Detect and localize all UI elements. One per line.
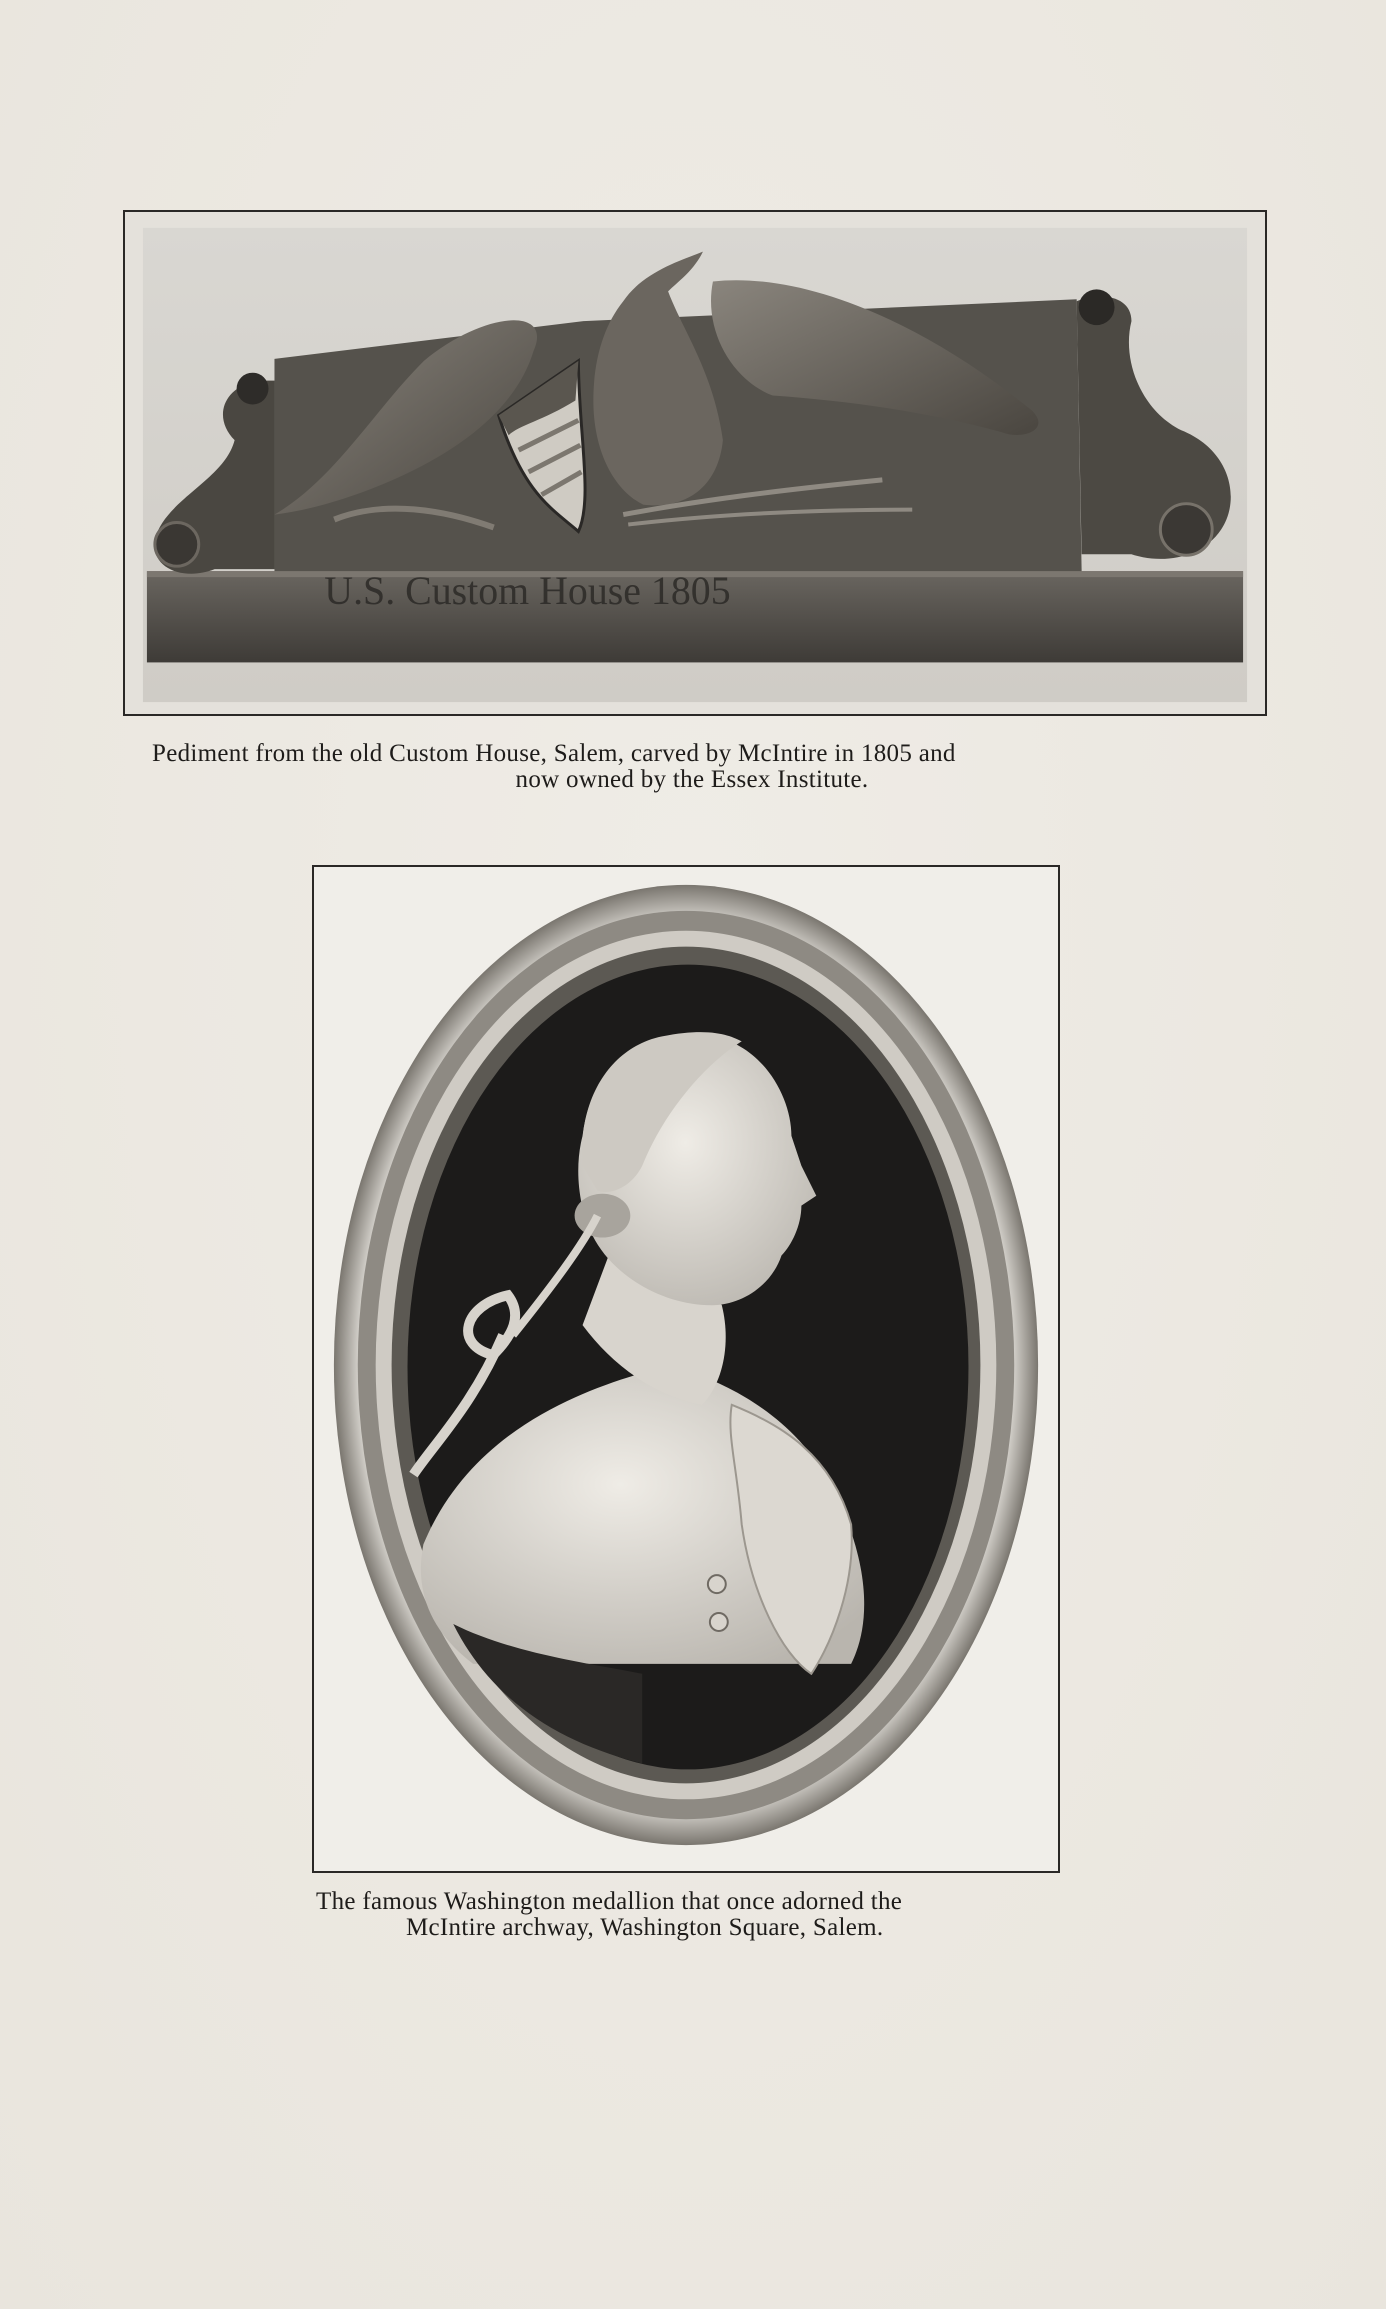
pediment-caption: [152, 741, 1232, 793]
pediment-caption-line-1: Pediment from the old Custom House, Salem, carved by McIntire in 1805 and: [152, 740, 956, 767]
medallion-caption: [316, 1889, 1116, 1941]
pediment-photo: [123, 210, 1267, 716]
carved-inscription: U.S. Custom House 1805: [324, 568, 731, 613]
medallion-caption-line-1: The famous Washington medallion that once adorned the: [316, 1888, 903, 1915]
medallion-caption-line-2: McIntire archway, Washington Square, Salem.: [406, 1914, 884, 1941]
pediment-illustration: [125, 212, 1265, 714]
medallion-illustration: [314, 867, 1058, 1871]
medallion-photo: [312, 865, 1060, 1873]
pediment-caption-line-2: now owned by the Essex Institute.: [515, 766, 869, 793]
